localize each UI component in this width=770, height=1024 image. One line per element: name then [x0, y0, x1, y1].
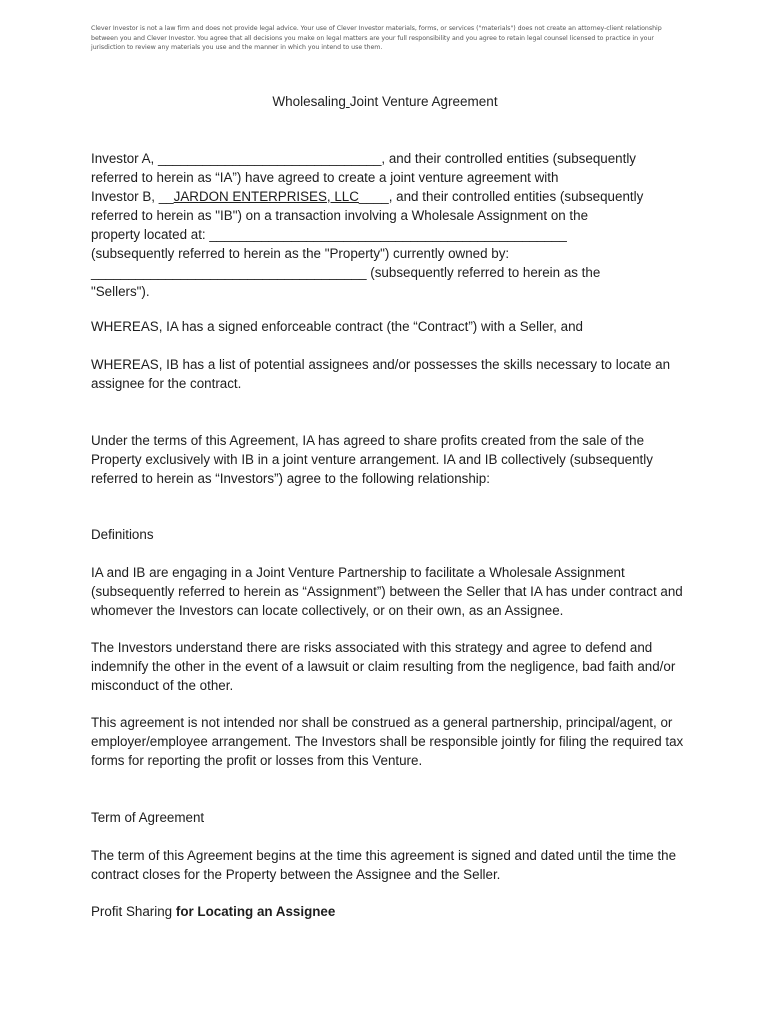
- parties-line-2: referred to herein as “IA”) have agreed to create a joint venture agreement with: [91, 170, 559, 185]
- legal-disclaimer: Clever Investor is not a law firm and does not provide legal advice. Your use of Clever Investor materials, forms, or services ("materials") does not create an attorney-client relationship between you and Clever Investor. You agree that all decisions you make on legal matters are your full responsibility and you agree to retain legal counsel licensed to practice in your jurisdiction to review any materials you use and the manner in which you intend to use them.: [91, 25, 662, 51]
- definitions-paragraph-2: The Investors understand there are risks associated with this strategy and agree to defend and indemnify the other in the event of a lawsuit or claim resulting from the negligence, bad faith and/or misconduct of the other.: [91, 640, 676, 693]
- definitions-paragraph-1: IA and IB are engaging in a Joint Venture Partnership to facilitate a Wholesale Assignment (subsequently referred to herein as “Assignment”) between the Seller that IA has under contract and whomever the Investors can locate collectively, or on their own, as an Assignee.: [91, 565, 683, 618]
- parties-line-1: [91, 149, 691, 168]
- terms-intro: Under the terms of this Agreement, IA has agreed to share profits created from the sale of the Property exclusively with IB in a joint venture arrangement. IA and IB collectively (subsequently referred to herein as “Investors”) agree to the following relationship:: [91, 433, 653, 486]
- parties-line-8: "Sellers").: [91, 284, 150, 299]
- profit-heading-plain: Profit Sharing: [91, 904, 176, 919]
- parties-line-1-suffix: , and their controlled entities (subsequently: [381, 151, 636, 166]
- title-part-1: Wholesaling: [272, 94, 346, 109]
- investor-b-name-field[interactable]: JARDON ENTERPRISES, LLC: [173, 189, 359, 204]
- parties-line-4: referred to herein as "IB") on a transaction involving a Wholesale Assignment on the: [91, 208, 589, 223]
- property-address-blank[interactable]: ________________________________________________: [209, 227, 567, 242]
- parties-line-5: [91, 225, 691, 244]
- parties-line-7-suffix: (subsequently referred to herein as the: [366, 265, 601, 280]
- term-paragraph-1: The term of this Agreement begins at the time this agreement is signed and dated until the time the contract closes for the Property between the Assignee and the Seller.: [91, 848, 677, 882]
- investor-b-label: Investor B,: [91, 189, 159, 204]
- document-title: [0, 93, 770, 111]
- parties-line-7: [91, 263, 691, 282]
- definitions-heading: Definitions: [91, 527, 154, 542]
- investor-a-label: Investor A,: [91, 151, 158, 166]
- profit-sharing-heading: [91, 902, 691, 921]
- property-label: property located at:: [91, 227, 210, 242]
- owner-blank[interactable]: _____________________________________: [91, 265, 367, 280]
- investor-b-pad-left: __: [158, 189, 174, 204]
- whereas-1: WHEREAS, IA has a signed enforceable contract (the “Contract”) with a Seller, and: [91, 319, 583, 334]
- whereas-2: WHEREAS, IB has a list of potential assignees and/or possesses the skills necessary to locate an assignee for the contract.: [91, 357, 671, 391]
- title-part-2: Joint Venture Agreement: [349, 94, 498, 109]
- parties-line-3: [91, 187, 691, 206]
- investor-a-blank[interactable]: ______________________________: [158, 151, 382, 166]
- parties-paragraph: [91, 149, 691, 301]
- parties-line-3-suffix: , and their controlled entities (subsequently: [388, 189, 644, 204]
- term-heading: Term of Agreement: [91, 810, 205, 825]
- definitions-paragraph-3: This agreement is not intended nor shall be construed as a general partnership, principal/agent, or employer/employee arrangement. The Investors shall be responsible jointly for filing the required tax forms for reporting the profit or losses from this Venture.: [91, 715, 684, 768]
- parties-line-6: (subsequently referred to herein as the "Property") currently owned by:: [91, 246, 510, 261]
- profit-heading-bold: for Locating an Assignee: [175, 904, 336, 919]
- investor-b-pad-right: ____: [358, 189, 389, 204]
